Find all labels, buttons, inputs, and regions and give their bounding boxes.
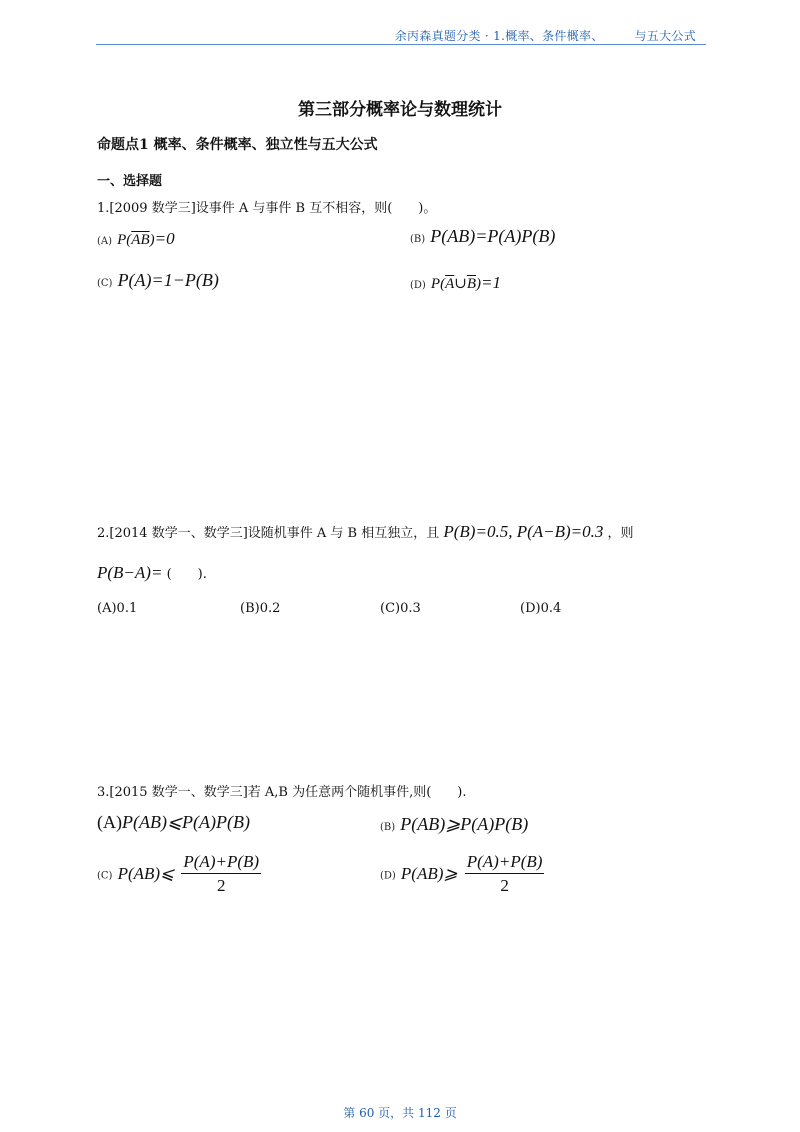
option-math: $P(\overline{A}\cup\overline{B})=1$	[430, 273, 501, 292]
option-label: (D)	[520, 601, 541, 616]
option-math: P(AB)⩾	[400, 864, 458, 883]
fraction	[181, 852, 261, 896]
section-title: 一、选择题	[97, 174, 163, 189]
option-math: P(AB)=P(A)P(B)	[430, 226, 556, 246]
q3-option-c	[97, 852, 261, 896]
header-divider	[96, 44, 706, 45]
question-1-stem: 1.[2009 数学三]设事件 A 与事件 B 互不相容，则( )。	[97, 201, 437, 216]
option-label: (B)	[240, 601, 260, 616]
option-value: 0.2	[259, 601, 281, 616]
option-math: $P(\overline{AB})=0$	[117, 229, 175, 248]
option-label: (B)	[410, 234, 426, 245]
option-math: P(AB)⩾P(A)P(B)	[400, 814, 529, 834]
option-label: (A)	[97, 812, 122, 832]
part-title: 第三部分概率论与数理统计	[298, 100, 502, 120]
option-value: 0.4	[540, 601, 562, 616]
fraction	[465, 852, 545, 896]
question-2-stem-line1	[97, 522, 634, 542]
question-3-stem: 3.[2015 数学一、数学三]若 A,B 为任意两个随机事件,则( ).	[97, 785, 467, 800]
fraction-numerator: P(A)+P(B)	[465, 852, 545, 874]
q2-option-d	[520, 601, 561, 616]
q3-option-b	[380, 814, 528, 835]
stem-math: P(B)=0.5, P(A−B)=0.3	[443, 522, 604, 541]
q1-option-d	[410, 273, 501, 293]
option-math: P(AB)⩽P(A)P(B)	[122, 812, 251, 832]
fraction-denominator: 2	[216, 876, 226, 895]
option-label: (B)	[380, 822, 396, 833]
q2-option-a	[97, 601, 137, 616]
running-header: 余丙森真题分类 · 1.概率、条件概率、 与五大公式	[394, 29, 696, 43]
option-label: (C)	[97, 870, 113, 882]
stem-text: 2.[2014 数学一、数学三]设随机事件 A 与 B 相互独立，且	[97, 526, 440, 541]
option-value: 0.1	[116, 601, 138, 616]
option-label: (A)	[97, 236, 113, 247]
topic-title: 命题点1 概率、条件概率、独立性与五大公式	[97, 137, 378, 153]
page-footer: 第 60 页，共 112 页	[343, 1106, 457, 1120]
option-label: (C)	[97, 278, 113, 289]
q3-option-d	[380, 852, 544, 896]
q1-option-c	[97, 270, 219, 291]
option-label: (D)	[380, 870, 396, 882]
question-2-stem-line2	[97, 563, 207, 583]
q1-option-a	[97, 229, 175, 249]
option-math: P(A)=1−P(B)	[117, 270, 219, 290]
stem-text-suffix: ( ).	[166, 567, 207, 582]
option-math: P(AB)⩽	[117, 864, 175, 883]
option-label: (D)	[410, 280, 426, 291]
fraction-numerator: P(A)+P(B)	[181, 852, 261, 874]
option-label: (A)	[97, 601, 117, 616]
option-label: (C)	[380, 601, 401, 616]
fraction-denominator: 2	[500, 876, 509, 895]
option-value: 0.3	[400, 601, 421, 616]
stem-text-suffix: ，则	[607, 526, 634, 541]
q2-option-c	[380, 601, 421, 616]
q3-option-a	[97, 812, 250, 833]
stem-math: P(B−A)=	[97, 563, 163, 582]
q1-option-b	[410, 226, 555, 247]
q2-option-b	[240, 601, 280, 616]
